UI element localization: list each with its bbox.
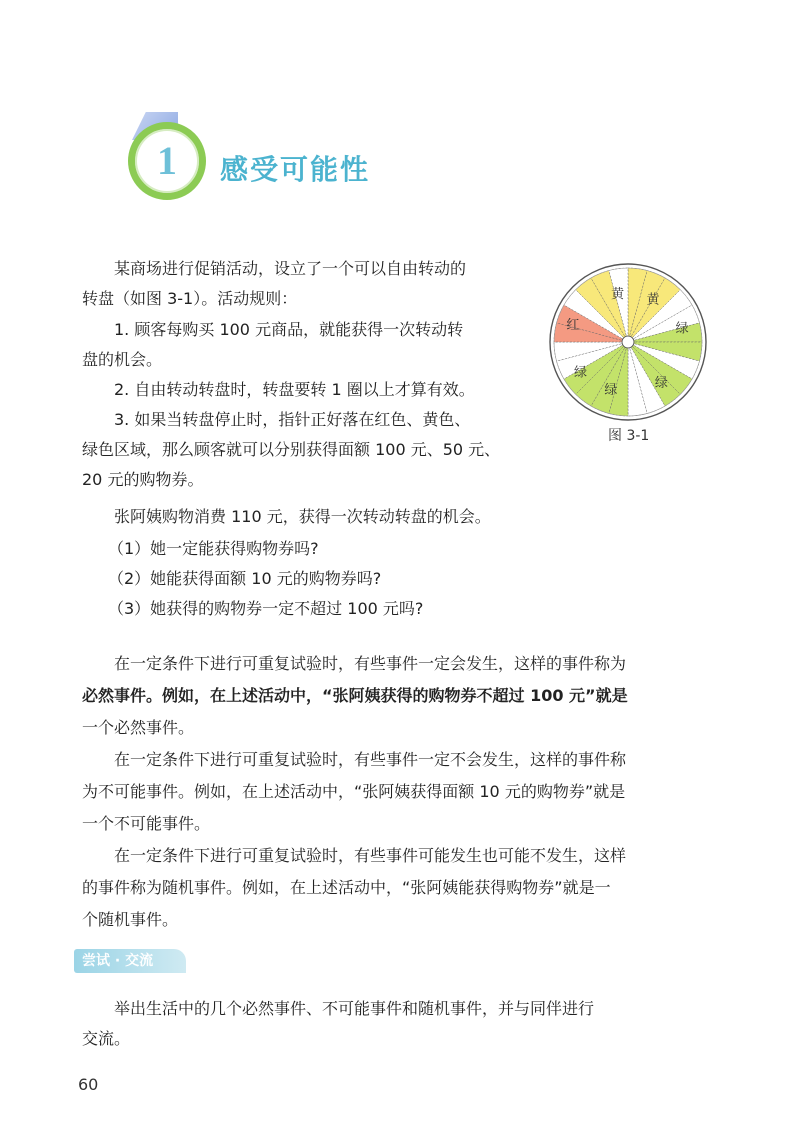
definition-impossible-event: 在一定条件下进行可重复试验时，有些事件一定不会发生，这样的事件称 (114, 750, 627, 769)
activity-tag: 尝试 · 交流 (74, 949, 186, 973)
definition-certain-event-line: 必然事件。例如，在上述活动中，“张阿姨获得的购物券不超过 100 元”就是 (82, 686, 628, 705)
wheel-label-green: 绿 (675, 321, 689, 337)
definition-impossible-event-end: 一个不可能事件。 (82, 814, 211, 833)
section-title: 感受可能性 (220, 153, 371, 186)
question-2: （2）她能获得面额 10 元的购物券吗? (108, 569, 382, 588)
rule-2: 2. 自由转动转盘时，转盘要转 1 圈以上才算有效。 (114, 380, 475, 399)
wheel-label-green: 绿 (574, 365, 588, 381)
intro-paragraph: 某商场进行促销活动，设立了一个可以自由转动的 (114, 259, 467, 278)
definition-certain-event: 在一定条件下进行可重复试验时，有些事件一定会发生，这样的事件称为 (114, 654, 627, 673)
page-number: 60 (78, 1075, 99, 1094)
figure-caption: 图 3-1 (608, 428, 650, 444)
wheel-hub (622, 336, 634, 348)
rule-1-continued: 盘的机会。 (82, 350, 163, 369)
definition-impossible-event-line: 为不可能事件。例如，在上述活动中，“张阿姨获得面额 10 元的购物券”就是 (82, 782, 626, 801)
rule-3: 3. 如果当转盘停止时，指针正好落在红色、黄色、 (114, 410, 471, 429)
story-paragraph: 张阿姨购物消费 110 元，获得一次转动转盘的机会。 (114, 507, 491, 526)
spinner-wheel-figure (546, 260, 710, 424)
rule-3-end: 20 元的购物券。 (82, 470, 204, 489)
wheel-label-green: 绿 (604, 382, 618, 398)
question-3: （3）她获得的购物券一定不超过 100 元吗? (108, 599, 424, 618)
activity-prompt: 举出生活中的几个必然事件、不可能事件和随机事件，并与同伴进行 (114, 999, 595, 1018)
definition-random-event-line: 的事件称为随机事件。例如，在上述活动中，“张阿姨能获得购物券”就是一 (82, 878, 611, 897)
rule-1: 1. 顾客每购买 100 元商品，就能获得一次转动转 (114, 320, 464, 339)
section-heading (120, 112, 440, 212)
wheel-label-yellow: 黄 (646, 292, 660, 308)
section-number-badge: 1 (128, 122, 206, 200)
definition-random-event: 在一定条件下进行可重复试验时，有些事件可能发生也可能不发生，这样 (114, 846, 627, 865)
definition-random-event-end: 个随机事件。 (82, 910, 179, 929)
wheel-label-yellow: 黄 (611, 287, 625, 303)
definition-certain-event-end: 一个必然事件。 (82, 718, 195, 737)
question-1: （1）她一定能获得购物券吗? (108, 539, 319, 558)
intro-paragraph: 转盘（如图 3-1）。活动规则： (82, 289, 298, 308)
activity-prompt-end: 交流。 (82, 1029, 131, 1048)
wheel-label-green: 绿 (654, 375, 668, 391)
rule-3-continued: 绿色区域，那么顾客就可以分别获得面额 100 元、50 元、 (82, 440, 501, 459)
wheel-label-red: 红 (566, 318, 580, 334)
